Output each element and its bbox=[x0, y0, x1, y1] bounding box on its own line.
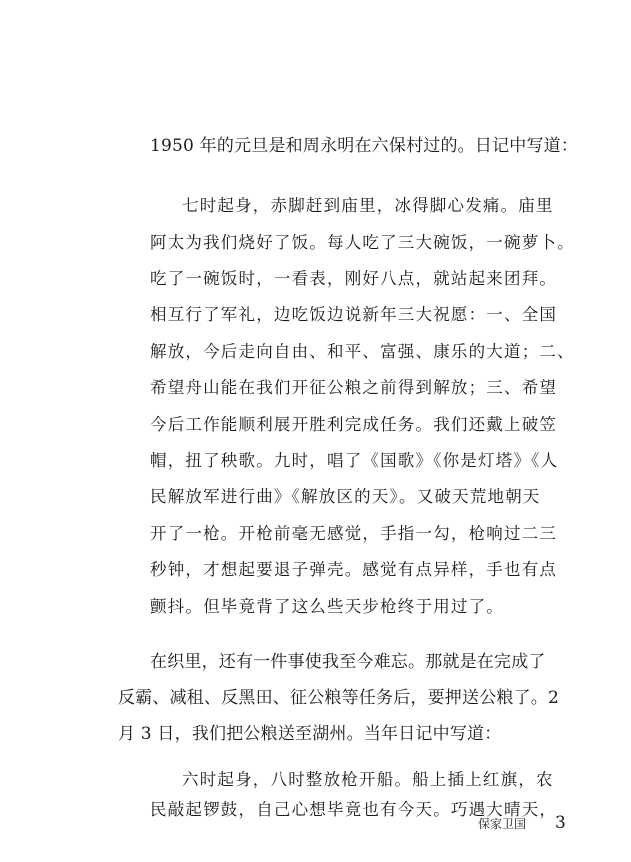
diary-1-line-9: 民解放军进行曲》《解放区的天》。又破天荒地朝天 bbox=[150, 487, 541, 506]
diary-2-line-1: 六时起身，八时整放枪开船。船上插上红旗，农 bbox=[182, 770, 554, 789]
narrative-2-line-3: 月 3 日，我们把公粮送至湖州。当年日记中写道： bbox=[118, 724, 502, 744]
intro-paragraph-line-1: 1950 年的元旦是和周永明在六保村过的。日记中写道： bbox=[150, 136, 579, 156]
footer-page-number: 3 bbox=[555, 813, 566, 833]
diary-1-line-11: 秒钟，才想起要退子弹壳。感觉有点异样，手也有点 bbox=[150, 560, 558, 579]
diary-1-line-10: 开了一枪。开枪前毫无感觉，手指一勾，枪响过二三 bbox=[150, 524, 558, 543]
footer-section-title: 保家卫国 bbox=[478, 817, 527, 831]
diary-2-line-2: 民敲起锣鼓，自己心想毕竟也有今天。巧遇大晴天， bbox=[150, 800, 558, 819]
diary-1-line-4: 相互行了军礼，边吃饭边说新年三大祝愿：一、全国 bbox=[150, 305, 558, 324]
narrative-2-line-2: 反霸、减租、反黑田、征公粮等任务后，要押送公粮了。2 bbox=[118, 688, 560, 708]
diary-1-line-1: 七时起身，赤脚赶到庙里，冰得脚心发痛。庙里 bbox=[182, 196, 554, 215]
diary-1-line-3: 吃了一碗饭时，一看表，刚好八点，就站起来团拜。 bbox=[150, 269, 558, 288]
diary-1-line-6: 希望舟山能在我们开征公粮之前得到解放；三、希望 bbox=[150, 378, 558, 397]
diary-1-line-5: 解放，今后走向自由、和平、富强、康乐的大道；二、 bbox=[150, 342, 575, 361]
diary-1-line-2: 阿太为我们烧好了饭。每人吃了三大碗饭，一碗萝卜。 bbox=[150, 233, 575, 252]
diary-1-line-12: 颤抖。但毕竟背了这么些天步枪终于用过了。 bbox=[150, 597, 504, 616]
diary-1-line-8: 帽，扭了秧歌。九时，唱了《国歌》《你是灯塔》《人 bbox=[150, 451, 559, 470]
narrative-2-line-1: 在织里，还有一件事使我至今难忘。那就是在完成了 bbox=[150, 652, 546, 672]
diary-1-line-7: 今后工作能顺利展开胜利完成任务。我们还戴上破笠 bbox=[150, 415, 558, 434]
